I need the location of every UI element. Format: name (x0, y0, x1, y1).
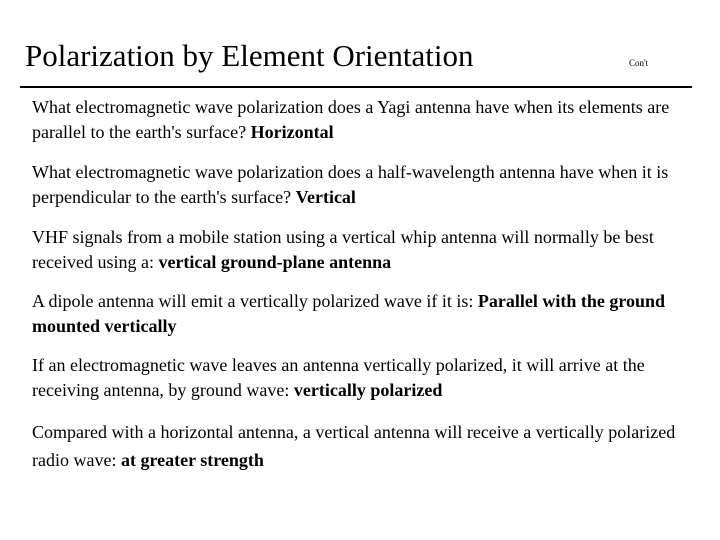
answer-text: Horizontal (250, 122, 334, 142)
answer-text: vertically polarized (293, 380, 443, 400)
qa-item (32, 353, 692, 403)
question-text: A dipole antenna will emit a vertically polarized wave if it is: (32, 291, 478, 311)
slide-title: Polarization by Element Orientation (25, 38, 474, 73)
question-text: Compared with a horizontal antenna, a vertical antenna will receive a vertically polarized radio wave: (32, 422, 676, 470)
answer-text: at greater strength (120, 450, 264, 470)
title-divider (20, 86, 692, 88)
question-text: VHF signals from a mobile station using a vertical whip antenna will normally be best received using a: (32, 227, 654, 272)
question-text: What electromagnetic wave polarization does a Yagi antenna have when its elements are parallel to the earth's surface? (32, 97, 670, 142)
question-text: What electromagnetic wave polarization does a half-wavelength antenna have when it is perpendicular to the earth's surface? (32, 162, 669, 207)
answer-text: Vertical (295, 187, 356, 207)
answer-text: vertical ground-plane antenna (158, 252, 392, 272)
qa-item (32, 160, 692, 210)
qa-item (32, 289, 692, 339)
qa-item (32, 95, 692, 145)
answer-text: Parallel with the ground mounted vertically (32, 291, 666, 336)
question-text: If an electromagnetic wave leaves an antenna vertically polarized, it will arrive at the receiving antenna, by ground wave: (32, 355, 645, 400)
qa-item (32, 225, 692, 275)
qa-item (32, 418, 692, 474)
continuation-label: Con't (629, 58, 649, 68)
